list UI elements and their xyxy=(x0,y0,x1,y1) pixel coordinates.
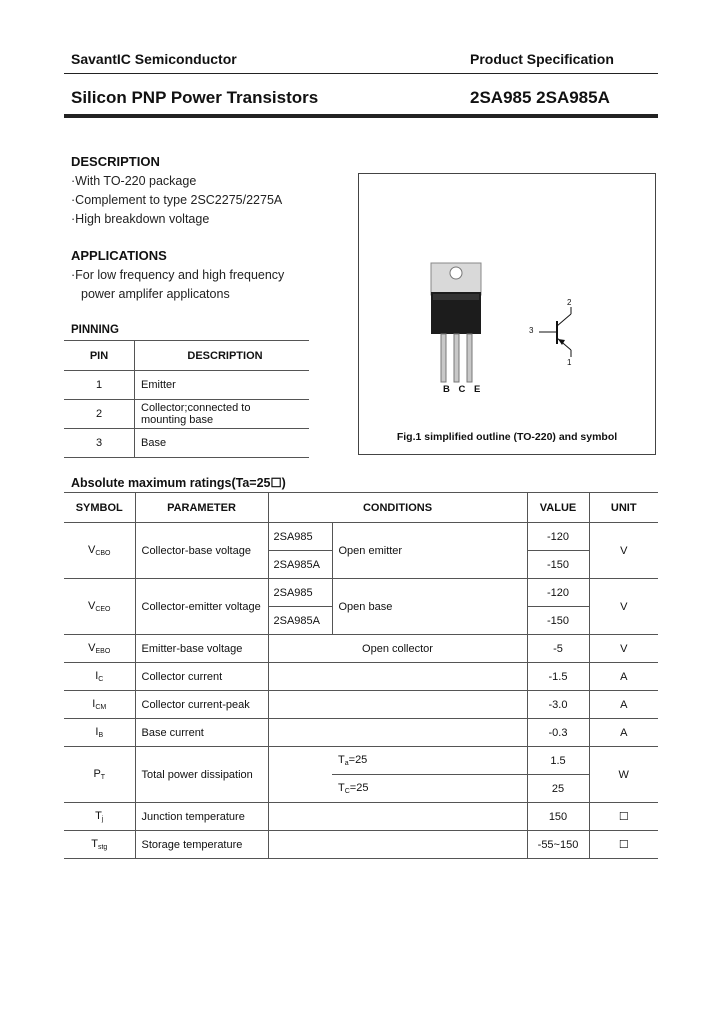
value-cell: -5 xyxy=(527,635,589,663)
pinning-table xyxy=(64,340,309,458)
company-name: SavantIC Semiconductor xyxy=(71,51,237,67)
value-cell: -150 xyxy=(527,551,589,579)
table-row xyxy=(64,719,658,747)
header-divider xyxy=(64,73,658,74)
pnp-symbol-icon xyxy=(359,174,655,424)
symbol-cell: $I_C$ xyxy=(64,663,135,691)
condition-cell: Open collector xyxy=(268,635,527,663)
unit-cell: V xyxy=(589,523,658,579)
type-cell: 2SA985A xyxy=(268,551,332,579)
symbol-pin-2: 2 xyxy=(567,298,572,307)
unit-cell: A xyxy=(589,691,658,719)
value-cell: -120 xyxy=(527,579,589,607)
condition-cell: $T_a=25$ xyxy=(332,747,527,775)
pinning-heading: PINNING xyxy=(71,324,119,336)
condition-cell: $T_C=25$ xyxy=(332,775,527,803)
col-symbol: SYMBOL xyxy=(64,493,135,523)
parameter-cell: Storage temperature xyxy=(135,831,268,859)
value-cell: -0.3 xyxy=(527,719,589,747)
col-conditions: CONDITIONS xyxy=(268,493,527,523)
parameter-cell: Junction temperature xyxy=(135,803,268,831)
ratings-heading: Absolute maximum ratings(Ta=25☐) xyxy=(71,476,286,490)
table-row xyxy=(64,371,309,400)
description-item: ·Complement to type 2SC2275/2275A xyxy=(71,193,283,207)
type-cell: 2SA985 xyxy=(268,579,332,607)
unit-cell: V xyxy=(589,635,658,663)
unit-cell: A xyxy=(589,719,658,747)
symbol-cell: $V_{EBO}$ xyxy=(64,635,135,663)
value-cell: -150 xyxy=(527,607,589,635)
pin-desc: Collector;connected to mounting base xyxy=(135,400,310,429)
figure-caption: Fig.1 simplified outline (TO-220) and symbol xyxy=(396,431,618,443)
lead-labels: B C E xyxy=(443,384,484,395)
pin-header: PIN xyxy=(64,341,135,371)
pin-desc: Base xyxy=(135,429,310,458)
pin-desc: Emitter xyxy=(135,371,310,400)
table-row xyxy=(64,579,658,607)
table-row xyxy=(64,663,658,691)
unit-cell: ☐ xyxy=(589,831,658,859)
part-numbers: 2SA985 2SA985A xyxy=(470,88,610,107)
condition-cell xyxy=(268,663,527,691)
symbol-cell: $T_j$ xyxy=(64,803,135,831)
symbol-cell: $V_{CEO}$ xyxy=(64,579,135,635)
condition-cell: Open base xyxy=(332,579,527,635)
parameter-cell: Collector-base voltage xyxy=(135,523,268,579)
symbol-pin-1: 1 xyxy=(567,358,572,367)
col-value: VALUE xyxy=(527,493,589,523)
value-cell: 1.5 xyxy=(527,747,589,775)
condition-cell: Open emitter xyxy=(332,523,527,579)
condition-cell xyxy=(268,831,527,859)
parameter-cell: Emitter-base voltage xyxy=(135,635,268,663)
pin-number: 1 xyxy=(64,371,135,400)
value-cell: -120 xyxy=(527,523,589,551)
symbol-cell: $I_{CM}$ xyxy=(64,691,135,719)
pin-number: 2 xyxy=(64,400,135,429)
col-parameter: PARAMETER xyxy=(135,493,268,523)
table-row xyxy=(64,523,658,551)
table-row xyxy=(64,429,309,458)
table-row xyxy=(64,803,658,831)
doc-type: Product Specification xyxy=(470,51,614,67)
value-cell: -3.0 xyxy=(527,691,589,719)
applications-item: power amplifer applicatons xyxy=(81,287,230,301)
parameter-cell: Collector current-peak xyxy=(135,691,268,719)
table-row xyxy=(64,747,658,775)
col-unit: UNIT xyxy=(589,493,658,523)
condition-cell xyxy=(268,719,527,747)
value-cell: 25 xyxy=(527,775,589,803)
parameter-cell: Base current xyxy=(135,719,268,747)
description-item: ·High breakdown voltage xyxy=(71,212,210,226)
title-divider xyxy=(64,114,658,118)
pin-desc-header: DESCRIPTION xyxy=(135,341,310,371)
condition-cell xyxy=(268,803,527,831)
figure-box xyxy=(358,173,656,455)
symbol-cell: $P_T$ xyxy=(64,747,135,803)
value-cell: -1.5 xyxy=(527,663,589,691)
symbol-cell: $I_B$ xyxy=(64,719,135,747)
condition-cell xyxy=(268,691,527,719)
description-item: ·With TO-220 package xyxy=(71,174,197,188)
table-row xyxy=(64,635,658,663)
symbol-cell: $T_{stg}$ xyxy=(64,831,135,859)
type-cell: 2SA985A xyxy=(268,607,332,635)
symbol-pin-3: 3 xyxy=(529,326,534,335)
value-cell: -55~150 xyxy=(527,831,589,859)
unit-cell: W xyxy=(589,747,658,803)
symbol-cell: $V_{CBO}$ xyxy=(64,523,135,579)
description-heading: DESCRIPTION xyxy=(71,154,160,169)
table-row xyxy=(64,691,658,719)
parameter-cell: Total power dissipation xyxy=(135,747,268,803)
applications-item: ·For low frequency and high frequency xyxy=(71,268,285,282)
parameter-cell: Collector-emitter voltage xyxy=(135,579,268,635)
table-row xyxy=(64,400,309,429)
table-row xyxy=(64,831,658,859)
value-cell: 150 xyxy=(527,803,589,831)
ratings-table xyxy=(64,492,658,859)
type-cell: 2SA985 xyxy=(268,523,332,551)
unit-cell: A xyxy=(589,663,658,691)
applications-heading: APPLICATIONS xyxy=(71,248,167,263)
parameter-cell: Collector current xyxy=(135,663,268,691)
type-cell xyxy=(268,747,332,803)
unit-cell: ☐ xyxy=(589,803,658,831)
page-title: Silicon PNP Power Transistors xyxy=(71,88,319,107)
pin-number: 3 xyxy=(64,429,135,458)
unit-cell: V xyxy=(589,579,658,635)
